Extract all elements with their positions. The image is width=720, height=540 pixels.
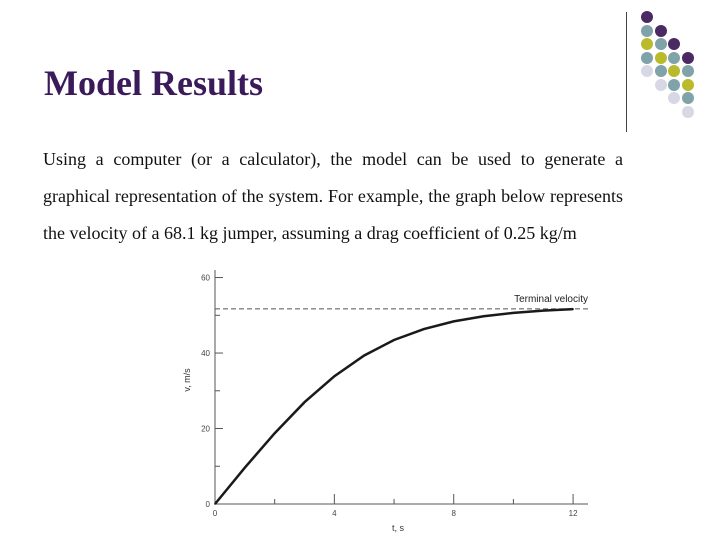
y-tick-label: 20 [201,424,210,434]
decorative-dot [655,38,667,50]
decorative-dot [655,52,667,64]
x-axis-label: t, s [391,523,405,533]
chart-ticks [201,274,578,518]
data-point [513,312,515,314]
decorative-dot [682,92,694,104]
data-point [244,467,246,469]
decorative-dot [668,79,680,91]
decorative-dot [655,79,667,91]
decorative-dot [641,52,653,64]
decorative-dot [682,52,694,64]
decorative-dot [682,65,694,77]
data-point [304,401,306,403]
y-tick-label: 60 [201,273,210,283]
decorative-dot [655,65,667,77]
decorative-dot [668,52,680,64]
decorative-dot [668,65,680,77]
slide-title: Model Results [44,63,263,103]
data-point [363,355,365,357]
decorative-divider [626,12,627,132]
data-point [393,339,395,341]
data-point [214,503,216,505]
body-paragraph: Using a computer (or a calculator), the model can be used to generate a graphical representation of the system. For example, the graph below represents the velocity of a 68.1 kg jumper, assuming a drag coefficient of 0.25 kg/m [43,149,623,243]
data-point [334,375,336,377]
terminal-velocity-label: Terminal velocity [514,293,588,305]
decorative-dot [668,38,680,50]
decorative-dot [641,25,653,37]
decorative-dot [682,79,694,91]
decorative-dot [655,25,667,37]
data-point [453,321,455,323]
y-tick-label: 0 [205,500,210,509]
x-tick-label: 12 [568,509,578,518]
decorative-dot [682,106,694,118]
data-point [423,328,425,330]
decorative-dot [641,38,653,50]
x-tick-label: 4 [332,509,337,518]
curve-points [214,308,574,504]
decorative-dot [641,11,653,23]
velocity-curve [215,309,573,504]
data-point [542,310,544,312]
velocity-chart [160,255,600,540]
data-point [274,432,276,434]
chart-axes [215,270,588,504]
y-axis-label: v, m/s [182,368,192,392]
y-tick-label: 40 [201,349,210,359]
data-point [572,308,574,310]
x-tick-label: 8 [451,509,456,518]
x-tick-label: 0 [212,509,218,518]
data-point [483,316,485,318]
decorative-dot [668,92,680,104]
decorative-dot [641,65,653,77]
